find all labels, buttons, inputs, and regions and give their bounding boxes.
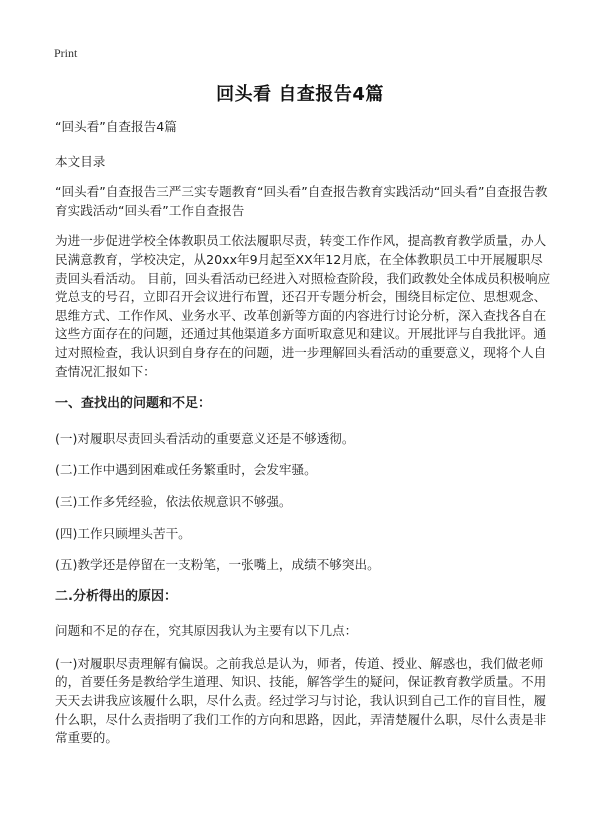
intro-paragraph: 为进一步促进学校全体教职员工依法履职尽责，转变工作作风，提高教育教学质量，办人民满意教育，学校决定，从20xx年9月起至XX年12月底，在全体教职员工中开展履职尽责回头看活动。 目前，回头看活动已经进入对照检查阶段，我们政教处全体成员积极响应党总支的号召，立即召开会议进行布置，还召开专题分析会，围绕目标定位、思想观念、思维方式、工作作风、业务水平、改革创新等方面的内容进行讨论分析，深入查找各自在这些方面存在的问题，还通过其他渠道多方面听取意见和建议。开展批评与自我批评。通过对照检查，我认识到自身存在的问题，进一步理解回头看活动的重要意义，现将个人自查情况汇报如下： — [55, 233, 551, 379]
document-body — [55, 118, 552, 762]
list-item: (三)工作多凭经验，依法依规意识不够强。 — [55, 493, 292, 509]
list-item: (二)工作中遇到困难或任务繁重时，会发牢骚。 — [55, 462, 317, 478]
causes-lead: 问题和不足的存在，究其原因我认为主要有以下几点： — [55, 623, 358, 639]
toc-label: 本文目录 — [55, 153, 106, 169]
section-heading-causes: 二.分析得出的原因： — [55, 588, 177, 604]
list-item: (一)对履职尽责回头看活动的重要意义还是不够透彻。 — [55, 430, 355, 446]
toc-links[interactable]: “回头看”自查报告三严三实专题教育“回头看”自查报告教育实践活动“回头看”自查报告教育实践活动“回头看”工作自查报告 — [55, 184, 548, 218]
list-item: (五)教学还是停留在一支粉笔，一张嘴上，成绩不够突出。 — [55, 557, 380, 573]
page-title: 回头看 自查报告4篇 — [216, 84, 384, 105]
document-subtitle: “回头看”自查报告4篇 — [55, 119, 177, 134]
list-item: (四)工作只顾埋头苦干。 — [55, 525, 191, 541]
cause-paragraph: (一)对履职尽责理解有偏误。之前我总是认为，师者，传道、授业、解惑也，我们做老师的，首要任务是教给学生道理、知识、技能，解答学生的疑问，保证教育教学质量。不用天天去讲我应该履什么职，尽什么责。经过学习与讨论，我认识到自己工作的盲目性，履什么职，尽什么责指明了我们工作的方向和思路，因此，弄清楚履什么职，尽什么责是非常重要的。 — [55, 655, 547, 746]
print-link[interactable]: Print — [54, 46, 78, 60]
section-heading-problems: 一、查找出的问题和不足： — [55, 396, 212, 412]
